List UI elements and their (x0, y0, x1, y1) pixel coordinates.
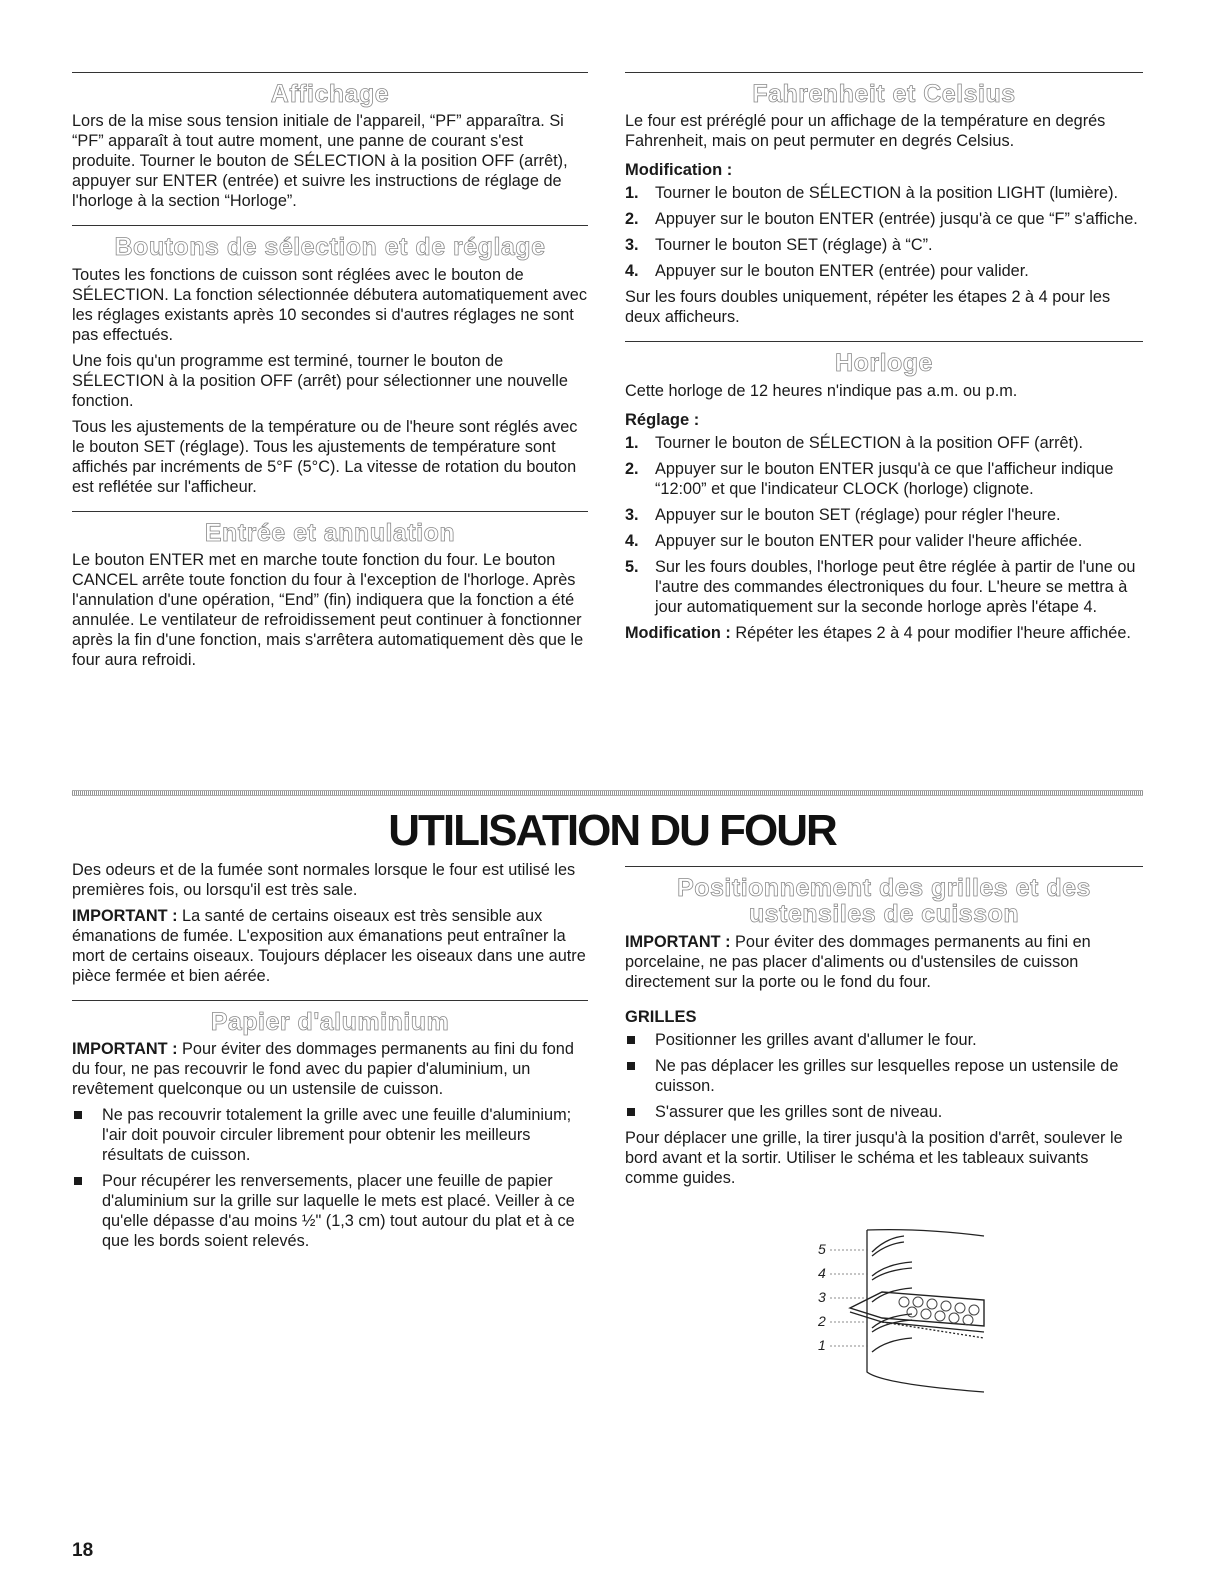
step-number: 2. (625, 459, 639, 478)
step-text: Appuyer sur le bouton ENTER (entrée) jusqu'à ce que “F” s'affiche. (655, 210, 1138, 229)
horloge-steps (625, 433, 1143, 617)
step-number: 1. (625, 433, 639, 452)
important-label: IMPORTANT : (625, 932, 731, 951)
list-item (625, 557, 1143, 617)
bullet-text: Ne pas recouvrir totalement la grille avec une feuille d'aluminium; l'air doit pouvoir circuler librement pour obtenir les meilleurs résultats de cuisson. (102, 1106, 572, 1165)
step-text: Appuyer sur le bouton ENTER (entrée) pour valider. (655, 262, 1029, 281)
section-title-boutons: Boutons de sélection et de réglage (114, 233, 546, 262)
important-text: La santé de certains oiseaux est très sensible aux émanations de fumée. L'exposition aux émanations peut entraîner la mort de certains oiseaux. Toujours déplacer les oiseaux dans une autre pièce fermée et bien aérée. (72, 907, 586, 985)
right-bottom-column (625, 866, 1143, 1194)
bullet-text: Pour récupérer les renversements, placer une feuille de papier d'aluminium sur la grille sur laquelle le mets est placé. Veiller à ce qu'elle dépasse d'au moins ½" (1,3 cm) tout autour du plat et à ce que les bords soient relevés. (102, 1172, 575, 1251)
list-item (625, 531, 1143, 551)
papier-important (72, 1039, 588, 1099)
boutons-paragraph-3: Tous les ajustements de la température ou de l'heure sont réglés avec le bouton SET (réglage). Tous les ajustements de température sont affichés par incréments de 5°F (5°C). La vitesse de rotation du bouton est reflétée sur l'afficheur. (72, 417, 578, 496)
bullet-square-icon (74, 1111, 82, 1119)
entree-paragraph: Le bouton ENTER met en marche toute fonction du four. Le bouton CANCEL arrête toute fonction du four à l'exception de l'horloge. Après l'annulation d'une opération, “End” (fin) indiquera que la fonction a été annulée. Le ventilateur de refroidissement peut continuer à fonctionner après la fin d'une fonction, mais s'arrêtera automatiquement dès que le four aura refroidi. (72, 550, 584, 669)
list-item (625, 1102, 1143, 1122)
section-rule (625, 72, 1143, 73)
positionnement-important (625, 932, 1143, 992)
intro-important (72, 906, 588, 986)
list-item (625, 1030, 1143, 1050)
section-title-horloge: Horloge (835, 349, 933, 378)
modification-text: Répéter les étapes 2 à 4 pour modifier l'heure affichée. (730, 623, 1131, 642)
list-item (625, 261, 1143, 281)
step-text: Sur les fours doubles, l'horloge peut être réglée à partir de l'une ou l'autre des commandes électroniques du four. L'heure se mettra à jour automatiquement sur la seconde horloge après l'étape 4. (655, 557, 1136, 616)
section-title-affichage: Affichage (270, 80, 390, 108)
section-rule (72, 225, 588, 226)
left-bottom-column (72, 860, 588, 1257)
dotted-divider (72, 790, 1143, 796)
step-number: 4. (625, 531, 639, 550)
boutons-paragraph-2: Une fois qu'un programme est terminé, tourner le bouton de SÉLECTION à la position OFF (arrêt) pour sélectionner une nouvelle fonction. (72, 351, 568, 410)
list-item (625, 235, 1143, 255)
section-title-entree: Entrée et annulation (204, 518, 456, 547)
rack-label-5: 5 (818, 1241, 826, 1257)
modification-label: Modification : (625, 623, 731, 642)
important-text: Pour éviter des dommages permanents au fini du fond du four, ne pas recouvrir le fond avec du papier d'aluminium, un revêtement quelconque ou un ustensile de cuisson. (72, 1040, 574, 1099)
section-rule (625, 341, 1143, 342)
important-label: IMPORTANT : (72, 1040, 178, 1059)
step-text: Tourner le bouton de SÉLECTION à la position OFF (arrêt). (655, 433, 1084, 452)
step-number: 1. (625, 184, 639, 203)
page-title: UTILISATION DU FOUR (388, 806, 836, 855)
list-item (625, 1056, 1143, 1096)
boutons-paragraph-1: Toutes les fonctions de cuisson sont réglées avec le bouton de SÉLECTION. La fonction sélectionnée débutera automatiquement avec les réglages existants après 10 secondes si d'autres réglages ne sont pas effectués. (72, 265, 587, 344)
list-item (625, 433, 1143, 453)
horloge-subheading: Réglage : (625, 410, 700, 429)
rack-label-1: 1 (818, 1337, 826, 1353)
horloge-modification (625, 623, 1143, 643)
bullet-square-icon (74, 1177, 82, 1185)
left-top-column (72, 72, 588, 676)
right-top-column (625, 72, 1143, 649)
fahrenheit-steps (625, 183, 1143, 281)
page-number: 18 (72, 1540, 94, 1561)
list-item (625, 459, 1143, 499)
step-number: 5. (625, 557, 639, 576)
section-title-positionnement: Positionnement des grilles et des ustensiles de cuisson (677, 874, 1091, 929)
step-text: Appuyer sur le bouton ENTER pour valider l'heure affichée. (655, 531, 1083, 550)
list-item (625, 209, 1143, 229)
fahrenheit-paragraph: Le four est préréglé pour un affichage de la température en degrés Fahrenheit, mais on peut permuter en degrés Celsius. (625, 112, 1106, 151)
list-item (72, 1171, 588, 1251)
bullet-square-icon (627, 1108, 635, 1116)
bullet-square-icon (627, 1036, 635, 1044)
bullet-text: S'assurer que les grilles sont de niveau. (655, 1102, 943, 1121)
step-text: Tourner le bouton de SÉLECTION à la position LIGHT (lumière). (655, 184, 1119, 203)
positionnement-paragraph: Pour déplacer une grille, la tirer jusqu'à la position d'arrêt, soulever le bord avant et la sortir. Utiliser le schéma et les tableaux suivants comme guides. (625, 1128, 1123, 1187)
bullet-square-icon (627, 1062, 635, 1070)
section-rule (625, 866, 1143, 867)
section-title-fahrenheit: Fahrenheit et Celsius (752, 80, 1016, 108)
horloge-paragraph: Cette horloge de 12 heures n'indique pas a.m. ou p.m. (625, 381, 1018, 400)
rack-label-3: 3 (818, 1289, 826, 1305)
step-text: Appuyer sur le bouton ENTER jusqu'à ce que l'afficheur indique “12:00” et que l'indicateur CLOCK (horloge) clignote. (655, 459, 1114, 498)
grilles-subheading: GRILLES (625, 1007, 697, 1026)
step-text: Appuyer sur le bouton SET (réglage) pour régler l'heure. (655, 505, 1061, 524)
fahrenheit-paragraph-2: Sur les fours doubles uniquement, répéter les étapes 2 à 4 pour les deux afficheurs. (625, 288, 1111, 327)
section-rule (72, 511, 588, 512)
bullet-text: Positionner les grilles avant d'allumer le four. (655, 1030, 977, 1049)
affichage-paragraph: Lors de la mise sous tension initiale de l'appareil, “PF” apparaîtra. Si “PF” apparaît à tout autre moment, une panne de courant s'est produite. Tourner le bouton de SÉLECTION à la position OFF (arrêt), appuyer sur ENTER (entrée) et suivre les instructions de réglage de l'horloge à la section “Horloge”. (72, 112, 568, 211)
step-number: 4. (625, 262, 639, 281)
oven-rack-diagram (812, 1222, 992, 1394)
important-label: IMPORTANT : (72, 907, 178, 925)
list-item (72, 1105, 588, 1165)
fahrenheit-subheading: Modification : (625, 161, 733, 180)
step-number: 3. (625, 236, 639, 255)
step-text: Tourner le bouton SET (réglage) à “C”. (655, 236, 933, 255)
important-text: Pour éviter des dommages permanents au fini en porcelaine, ne pas placer d'aliments ou d'ustensiles de cuisson directement sur la porte ou le fond du four. (625, 932, 1091, 991)
grilles-bullets (625, 1030, 1143, 1122)
bullet-text: Ne pas déplacer les grilles sur lesquelles repose un ustensile de cuisson. (655, 1056, 1119, 1095)
papier-bullets (72, 1105, 588, 1251)
list-item (625, 505, 1143, 525)
step-number: 2. (625, 210, 639, 229)
list-item (625, 183, 1143, 203)
rack-label-2: 2 (818, 1313, 826, 1329)
intro-paragraph: Des odeurs et de la fumée sont normales lorsque le four est utilisé les premières fois, ou lorsqu'il est très sale. (72, 861, 576, 899)
step-number: 3. (625, 505, 639, 524)
section-rule (72, 1000, 588, 1001)
section-rule (72, 72, 588, 73)
section-title-papier: Papier d'aluminium (210, 1008, 450, 1036)
rack-label-4: 4 (818, 1265, 826, 1281)
